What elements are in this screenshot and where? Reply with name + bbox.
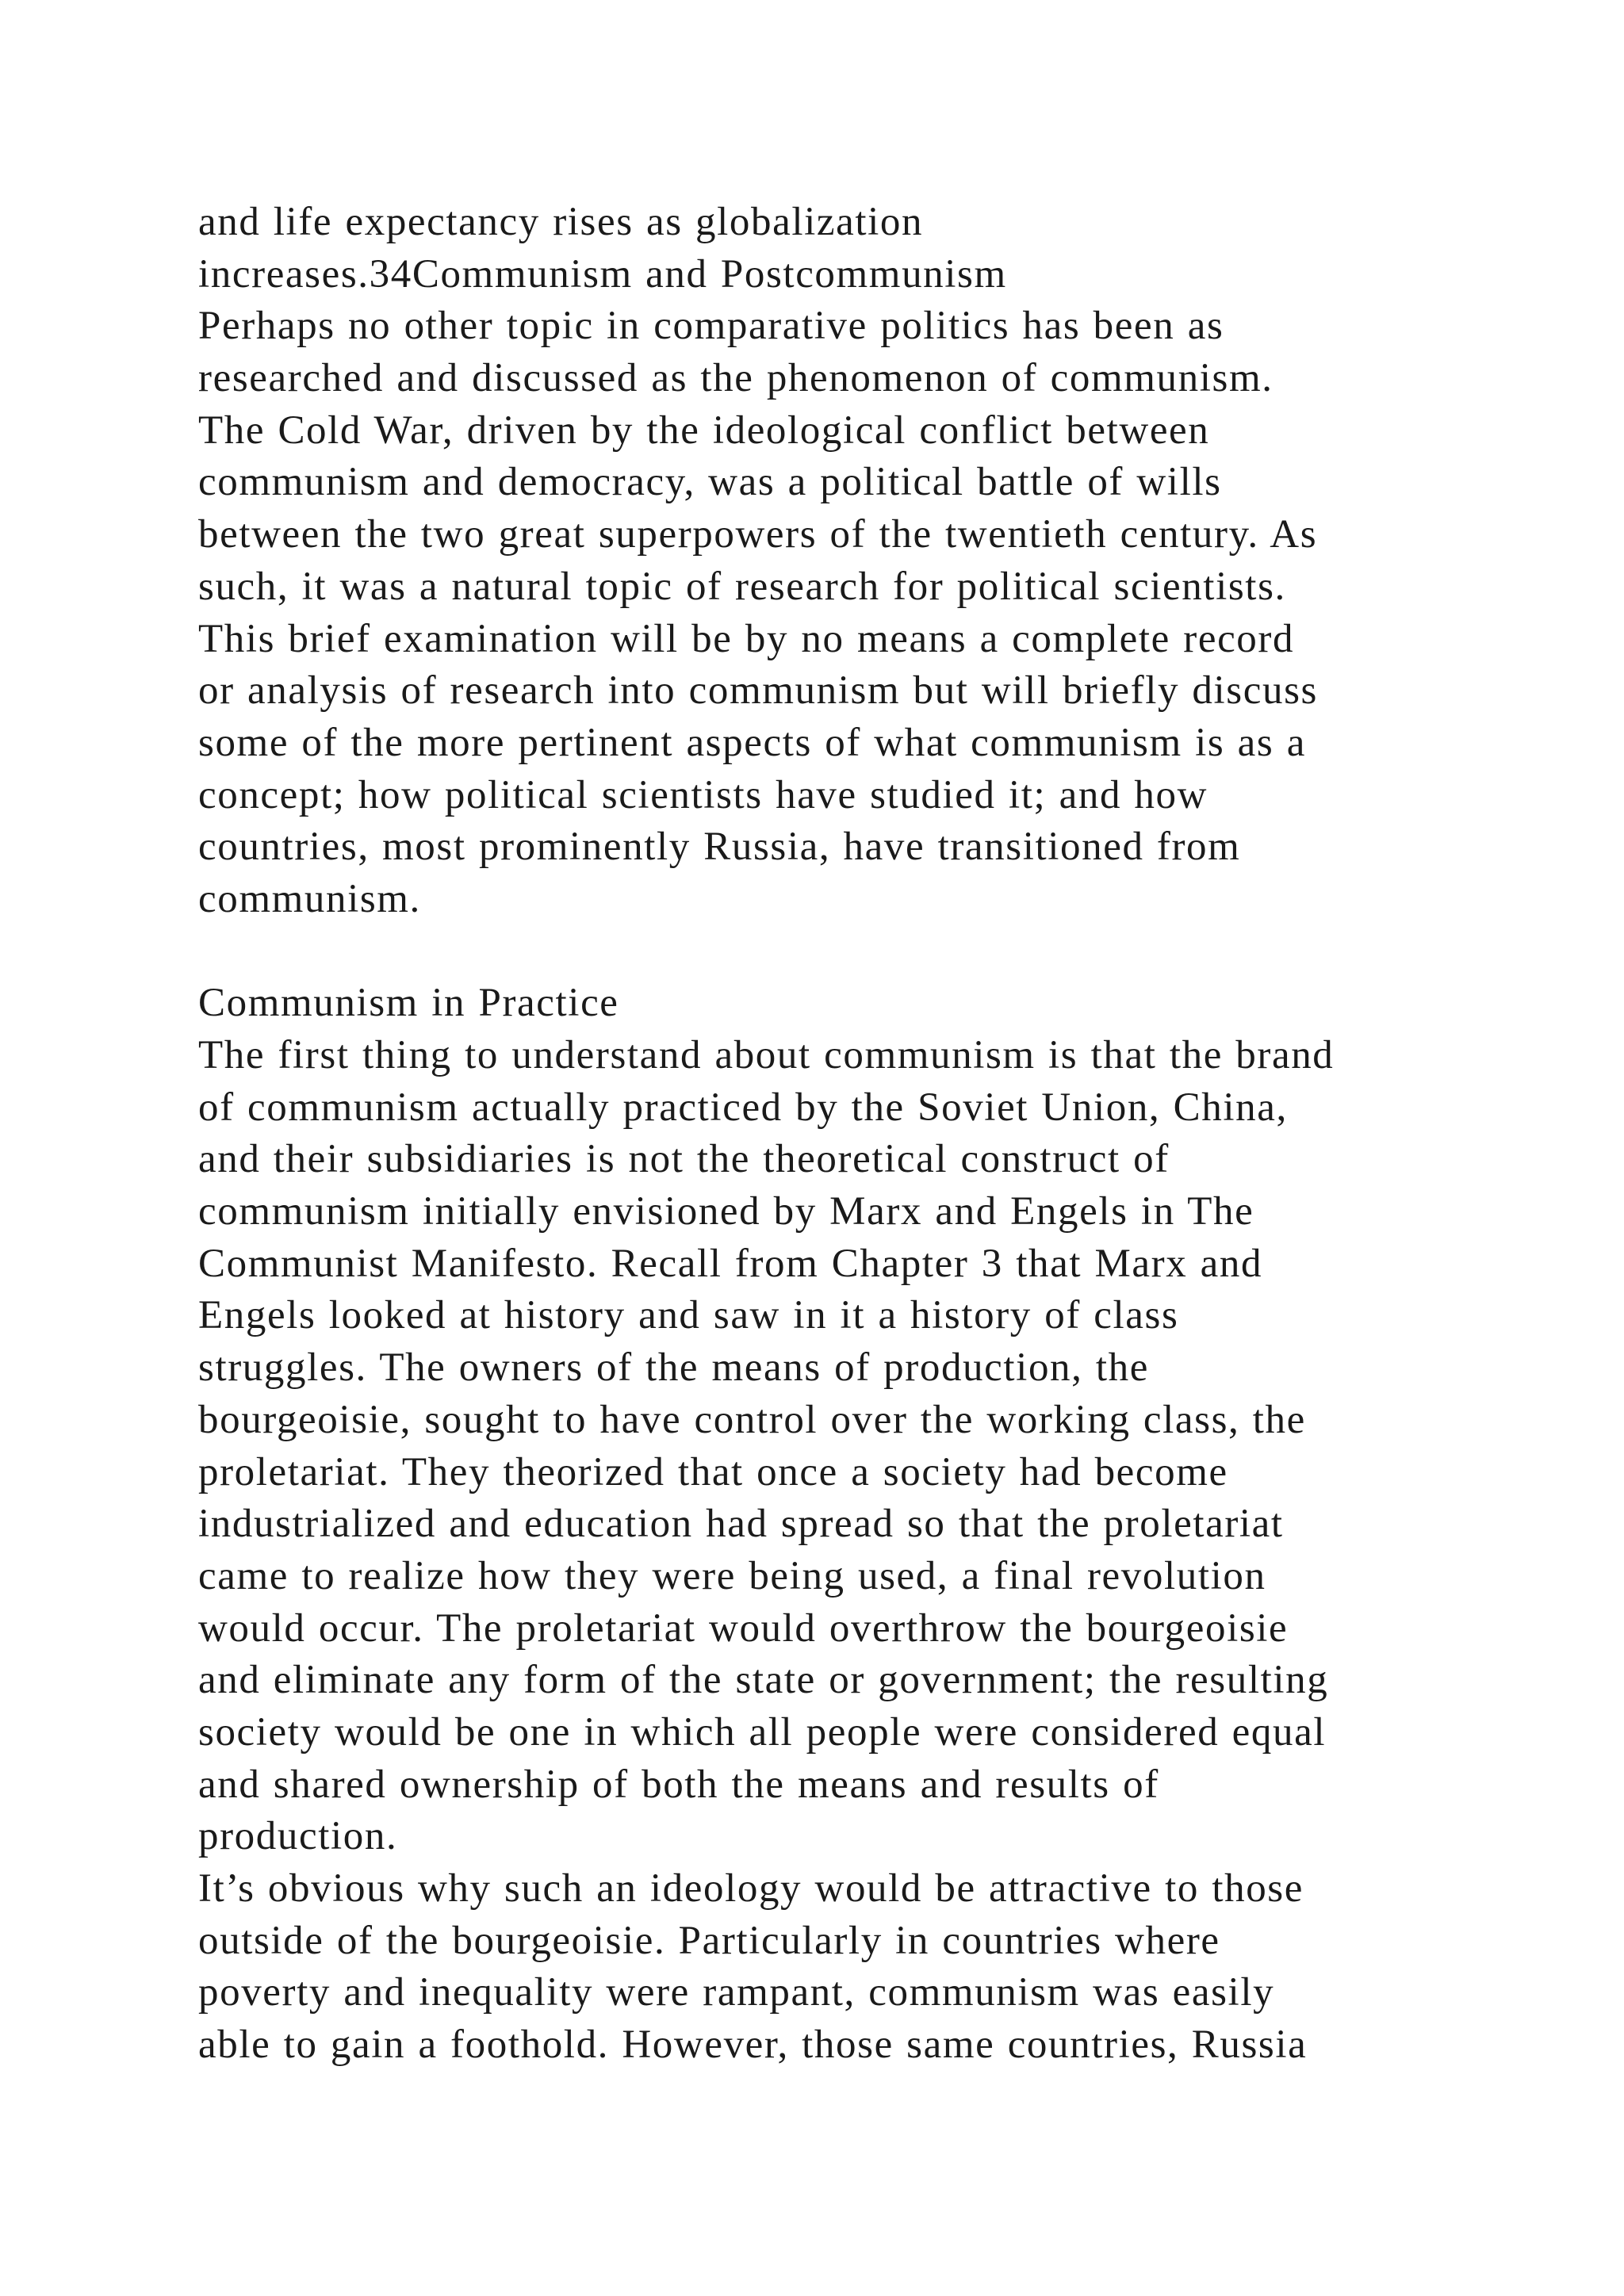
text-line: and eliminate any form of the state or government; the resulting (198, 1658, 1329, 1703)
body-text (198, 197, 1546, 2072)
text-line: concept; how political scientists have studied it; and how (198, 772, 1208, 817)
text-line: Perhaps no other topic in comparative politics has been as (198, 304, 1224, 349)
section-heading: Communism in Practice (198, 981, 619, 1026)
text-line: The first thing to understand about communism is that the brand (198, 1033, 1335, 1077)
text-line: production. (198, 1814, 398, 1859)
text-line: increases.34Communism and Postcommunism (198, 251, 1007, 297)
text-line: proletariat. They theorized that once a society had become (198, 1449, 1228, 1494)
text-line: or analysis of research into communism but will briefly discuss (198, 668, 1318, 714)
text-line: industrialized and education had spread so that the proletariat (198, 1502, 1284, 1547)
text-line: struggles. The owners of the means of production, the (198, 1345, 1149, 1391)
text-line: and life expectancy rises as globalization (198, 200, 924, 244)
text-line: between the two great superpowers of the twentieth century. As (198, 512, 1318, 557)
text-line: society would be one in which all people were considered equal (198, 1709, 1327, 1755)
blank-line (198, 926, 1546, 978)
text-line: able to gain a foothold. However, those same countries, Russia (198, 2022, 1308, 2068)
text-line: outside of the bourgeoisie. Particularly in countries where (198, 1918, 1220, 1963)
text-line: would occur. The proletariat would overthrow the bourgeoisie (198, 1605, 1289, 1651)
text-line: poverty and inequality were rampant, communism was easily (198, 1970, 1275, 2015)
text-line: communism. (198, 876, 421, 921)
text-line: bourgeoisie, sought to have control over the working class, the (198, 1397, 1306, 1442)
text-line: countries, most prominently Russia, have transitioned from (198, 825, 1241, 870)
text-line: such, it was a natural topic of research for political scientists. (198, 564, 1286, 609)
text-line: This brief examination will be by no means a complete record (198, 616, 1295, 661)
text-line: came to realize how they were being used, a final revolution (198, 1553, 1266, 1598)
text-line: communism initially envisioned by Marx and Engels in The (198, 1189, 1254, 1234)
text-line: It’s obvious why such an ideology would be attractive to those (198, 1866, 1304, 1911)
text-line: some of the more pertinent aspects of what communism is as a (198, 720, 1306, 765)
text-line: and shared ownership of both the means and results of (198, 1762, 1159, 1807)
text-line: researched and discussed as the phenomenon of communism. (198, 356, 1274, 401)
text-line: The Cold War, driven by the ideological conflict between (198, 408, 1210, 453)
text-line: Communist Manifesto. Recall from Chapter 3 that Marx and (198, 1241, 1263, 1286)
text-line: Engels looked at history and saw in it a history of class (198, 1293, 1179, 1338)
text-line: of communism actually practiced by the Soviet Union, China, (198, 1085, 1288, 1130)
text-line: communism and democracy, was a political battle of wills (198, 460, 1222, 505)
text-line: and their subsidiaries is not the theoretical construct of (198, 1137, 1170, 1182)
